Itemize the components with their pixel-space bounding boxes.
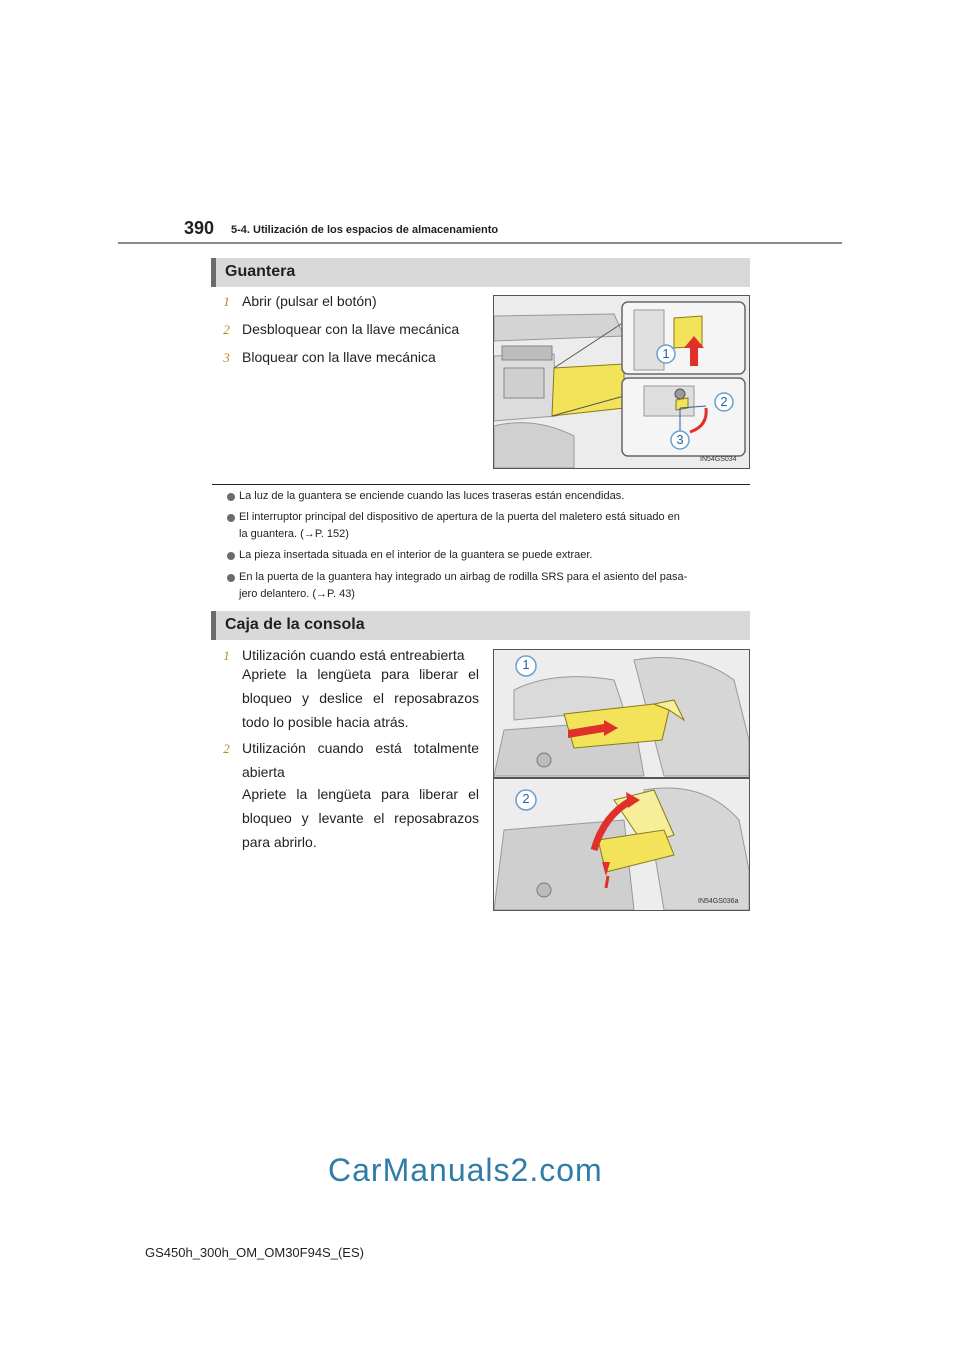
callout-1: 1 (522, 657, 530, 672)
section-title: Caja de la consola (225, 616, 365, 633)
console-item-heading: Utilización cuando está totalmente abierta (242, 740, 479, 780)
console-item-body: Apriete la lengüeta para liberar el bloqueo y levante el reposabrazos para abrirlo. (242, 786, 479, 850)
note-line: La luz de la guantera se enciende cuando las luces traseras están encendidas. (239, 490, 625, 502)
item-number: 3 (223, 350, 230, 365)
console-item-body: Apriete la lengüeta para liberar el bloqueo y deslice el reposabrazos todo lo posible hacia atrás. (242, 666, 479, 730)
callout-2: 2 (522, 791, 530, 806)
item-number: 1 (223, 294, 230, 309)
section-header-bar (211, 611, 216, 640)
footer-doc-code: GS450h_300h_OM_OM30F94S_(ES) (145, 1245, 364, 1260)
note-line: la guantera. (→P. 152) (239, 528, 349, 540)
note-bullet (227, 552, 235, 560)
item-number: 1 (223, 648, 230, 663)
notes-rule (212, 484, 750, 485)
note-line: El interruptor principal del dispositivo de apertura de la puerta del maletero está situado en (239, 511, 680, 523)
figure-code: IN54GS034 (700, 456, 737, 463)
note-line: En la puerta de la guantera hay integrado un airbag de rodilla SRS para el asiento del pasa- (239, 571, 688, 583)
note-bullet (227, 514, 235, 522)
console-illustration (493, 649, 750, 911)
glovebox-item-lock: Bloquear con la llave mecánica (242, 349, 436, 365)
note-bullet (227, 574, 235, 582)
item-number: 2 (223, 322, 230, 337)
callout-1: 1 (662, 346, 670, 361)
callout-3: 3 (676, 432, 684, 447)
console-drawing (494, 650, 749, 910)
glovebox-drawing (494, 296, 749, 468)
figure-code: IN54GS036a (698, 898, 739, 905)
item-number: 2 (223, 741, 230, 756)
section-header-console (211, 611, 750, 640)
note-line: jero delantero. (→P. 43) (239, 588, 355, 600)
section-title: Guantera (225, 263, 296, 280)
page-number: 390 (184, 218, 215, 238)
header-rule (118, 242, 842, 244)
watermark: CarManuals2.com (328, 1152, 603, 1188)
glovebox-item-open: Abrir (pulsar el botón) (242, 293, 377, 309)
running-title: 5-4. Utilización de los espacios de almacenamiento (231, 224, 499, 236)
glovebox-item-unlock: Desbloquear con la llave mecánica (242, 321, 460, 337)
glovebox-illustration (493, 295, 750, 469)
section-header-glovebox (211, 258, 750, 287)
section-header-bar (211, 258, 216, 287)
note-bullet (227, 493, 235, 501)
console-item-heading: Utilización cuando está entreabierta (242, 647, 465, 663)
callout-2: 2 (720, 394, 728, 409)
note-line: La pieza insertada situada en el interior de la guantera se puede extraer. (239, 549, 593, 561)
